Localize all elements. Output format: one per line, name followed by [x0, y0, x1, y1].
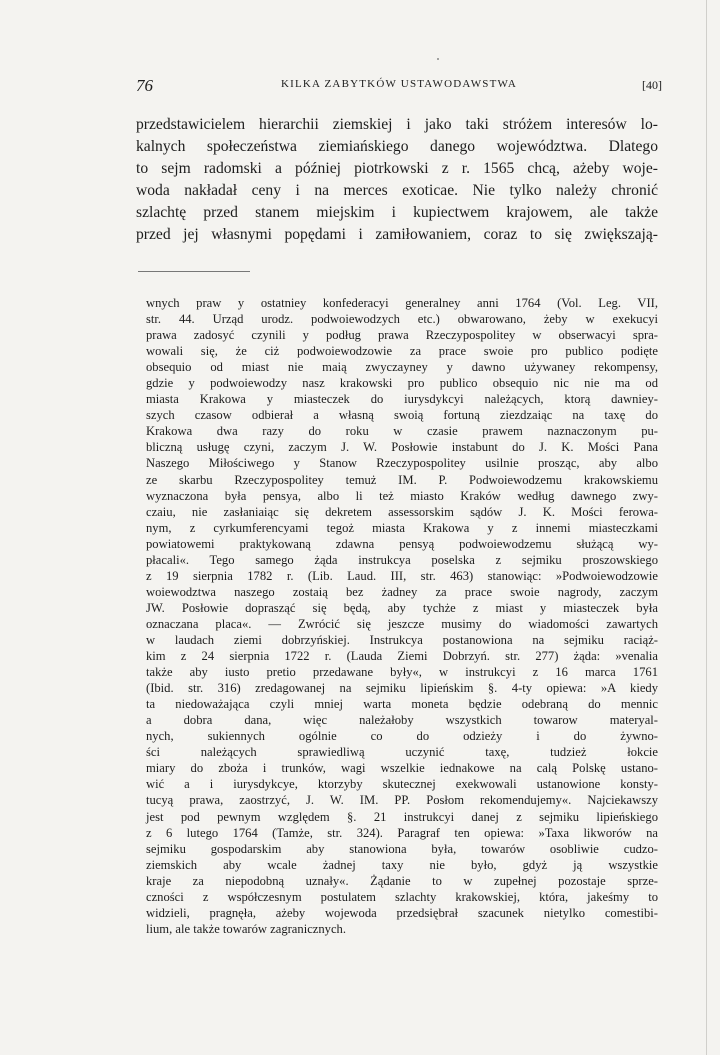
footnote-line: Naszego Miłościwego y Stanow Rzeczypospolitey usilnie prosząc, aby albo	[146, 456, 658, 471]
running-title: KILKA ZABYTKÓW USTAWODAWSTWA	[280, 78, 518, 90]
main-text-line: to sejm radomski a później piotrkowski z r. 1565 chcą, ażeby woje-	[136, 160, 658, 177]
footnote-line: sejmiku gospodarskim aby stanowiona była, towarów osobliwie cudzo-	[146, 841, 658, 856]
footnote-line: ziemskich aby wcale żadnej taxy nie było, gdyż ją wszystkie	[146, 857, 658, 872]
main-paragraph	[136, 114, 658, 246]
footnote-line: woiewodztwa naszego zostaią bez żadney za prace swoie nagrody, zaczym	[146, 584, 658, 599]
footnote-line: wnych praw y ostatniey konfederacyi generalney anni 1764 (Vol. Leg. VII,	[146, 296, 658, 310]
footnote-line: czności z współczesnym postulatem szlachty krakowskiej, która, jakeśmy to	[146, 889, 658, 904]
page-number: 76	[136, 76, 153, 95]
footnote-line: wyznaczona była pensya, albo li też miasto Kraków według dawnego zwy-	[146, 488, 658, 503]
footnote-line: kim z 24 sierpnia 1722 r. (Lauda Ziemi Dobrzyń. str. 277) żąda: »venalia	[146, 649, 658, 664]
sheet-reference: [40]	[642, 78, 662, 92]
ink-speck	[437, 58, 439, 60]
main-text-line: woda nakładał ceny i na merces exoticae. Nie tylko należy chronić	[136, 182, 658, 199]
footnote-line: szych czasow odbierał a własną swoią fortuną ziezdzaiąc na taxę do	[146, 408, 658, 423]
footnote-line: ta niedoważająca czyli mniej warta moneta będzie odebraną do mennic	[146, 697, 658, 712]
footnote-line: ści należących sprawiedliwą uczynić taxę, tudzież łokcie	[146, 745, 658, 760]
footnote-line: tucyą prawa, zaostrzyć, J. W. IM. PP. Posłom rekomendujemy«. Najciekawszy	[146, 793, 658, 808]
footnote-line: (Ibid. str. 316) zredagowanej na sejmiku lipieńskim §. 4-ty opiewa: »A kiedy	[146, 681, 658, 696]
main-text-line: kalnych społeczeństwa ziemiańskiego danego województwa. Dlatego	[136, 138, 658, 155]
footnote-line: bliczną usługę czyni, zaczym J. W. Posłowie instabunt do J. K. Mości Pana	[146, 440, 658, 455]
footnote-block	[146, 295, 658, 937]
footnote-line: nych, sukiennych ogólnie co do odzieży i do żywno-	[146, 729, 658, 744]
footnote-line: z 6 lutego 1764 (Tamże, str. 324). Paragraf ten opiewa: »Taxa likworów na	[146, 825, 658, 840]
footnote-line: JW. Posłowie doprasząć się będą, aby tychże z miast y miasteczek była	[146, 600, 658, 615]
footnote-line: wowali się, że ciż podwoiewodzowie za prace swoie pro publico podięte	[146, 344, 658, 359]
footnote-line: z 19 sierpnia 1782 r. (Lib. Laud. III, str. 463) stanowiąc: »Podwoiewodzowie	[146, 568, 658, 583]
footnote-line: miary do zboża i trunków, wagi wszelkie iednakowe na calą Polskę ustano-	[146, 761, 658, 776]
footnote-line: obsequio od miast nie maią zwyczayney y dawno używaney rekompensy,	[146, 360, 658, 375]
footnote-line: powiatowemi praktykowaną zdawna pensyą podwoiewodzemu służącą wy-	[146, 536, 658, 551]
footnote-line: jest pod pewnym względem §. 21 instrukcyi danej z sejmiku lipieńskiego	[146, 809, 658, 824]
footnote-line: płacali«. Tego samego żąda instrukcya poselska z sejmiku proszowskiego	[146, 552, 658, 567]
footnote-line: widzieli, pragnęła, ażeby wojewoda przedsiębrał szacunek nietylko comestibi-	[146, 905, 658, 920]
footnote-line: nym, z cyrkumferencyami tegoż miasta Krakowa y z innemi miasteczkami	[146, 520, 658, 535]
main-text-line: szlachtę przed stanem miejskim i kupiectwem krajowem, ale także	[136, 204, 658, 221]
footnote-line: także aby iusto pretio przedawane były«, w instrukcyi z 16 marca 1761	[146, 665, 658, 680]
footnote-line: miasta Krakowa y miasteczek do iurysdykcyi należących, ktorą dawniey-	[146, 392, 658, 407]
footnote-line: ze skarbu Rzeczypospolitey temuż IM. P. Podwoiewodzemu krakowskiemu	[146, 472, 658, 487]
footnote-line: a dobra dana, więc należałoby wszystkich towarow materyal-	[146, 713, 658, 728]
footnote-line: wić a i iurysdykcye, ktorzyby skutecznej exekwowali ustanowione konsty-	[146, 777, 658, 792]
footnote-line: gdzie y podwoiewodzy nasz krakowski pro publico obsequio nic nie ma od	[146, 376, 658, 391]
footnote-line: czaiu, nie zasłaniaiąc się dekretem assessorskim sądów J. K. Mości ferowa-	[146, 504, 658, 519]
footnote-line: oznaczana placa«. — Zwrócić się jeszcze musimy do wiadomości zawartych	[146, 616, 658, 631]
footnote-line: str. 44. Urząd urodz. podwoiewodzych etc.) obwarowano, żeby w exekucyi	[146, 312, 658, 327]
footnote-line: Krakowa dwa razy do roku w czasie prawem naznaczonym pu-	[146, 424, 658, 439]
main-text-line: przedstawicielem hierarchii ziemskiej i jako taki stróżem interesów lo-	[136, 116, 658, 133]
main-text-line: przed jej własnymi popędami i zamiłowaniem, coraz to się zwiększają-	[136, 226, 658, 243]
page-edge	[706, 0, 707, 1055]
footnote-separator	[138, 271, 250, 272]
footnote-line: lium, ale także towarów zagranicznych.	[146, 921, 347, 936]
footnote-line: kraje za niepodobną uznały«. Żądanie to w zupełnej pozostaje sprze-	[146, 873, 658, 888]
footnote-line: w laudach ziemi dobrzyńskiej. Instrukcya postanowiona na sejmiku raciąż-	[146, 632, 658, 647]
footnote-line: prawa zadosyć czynili y podług prawa Rzeczypospolitey w obserwacyi spra-	[146, 328, 658, 343]
page-header	[136, 76, 662, 98]
